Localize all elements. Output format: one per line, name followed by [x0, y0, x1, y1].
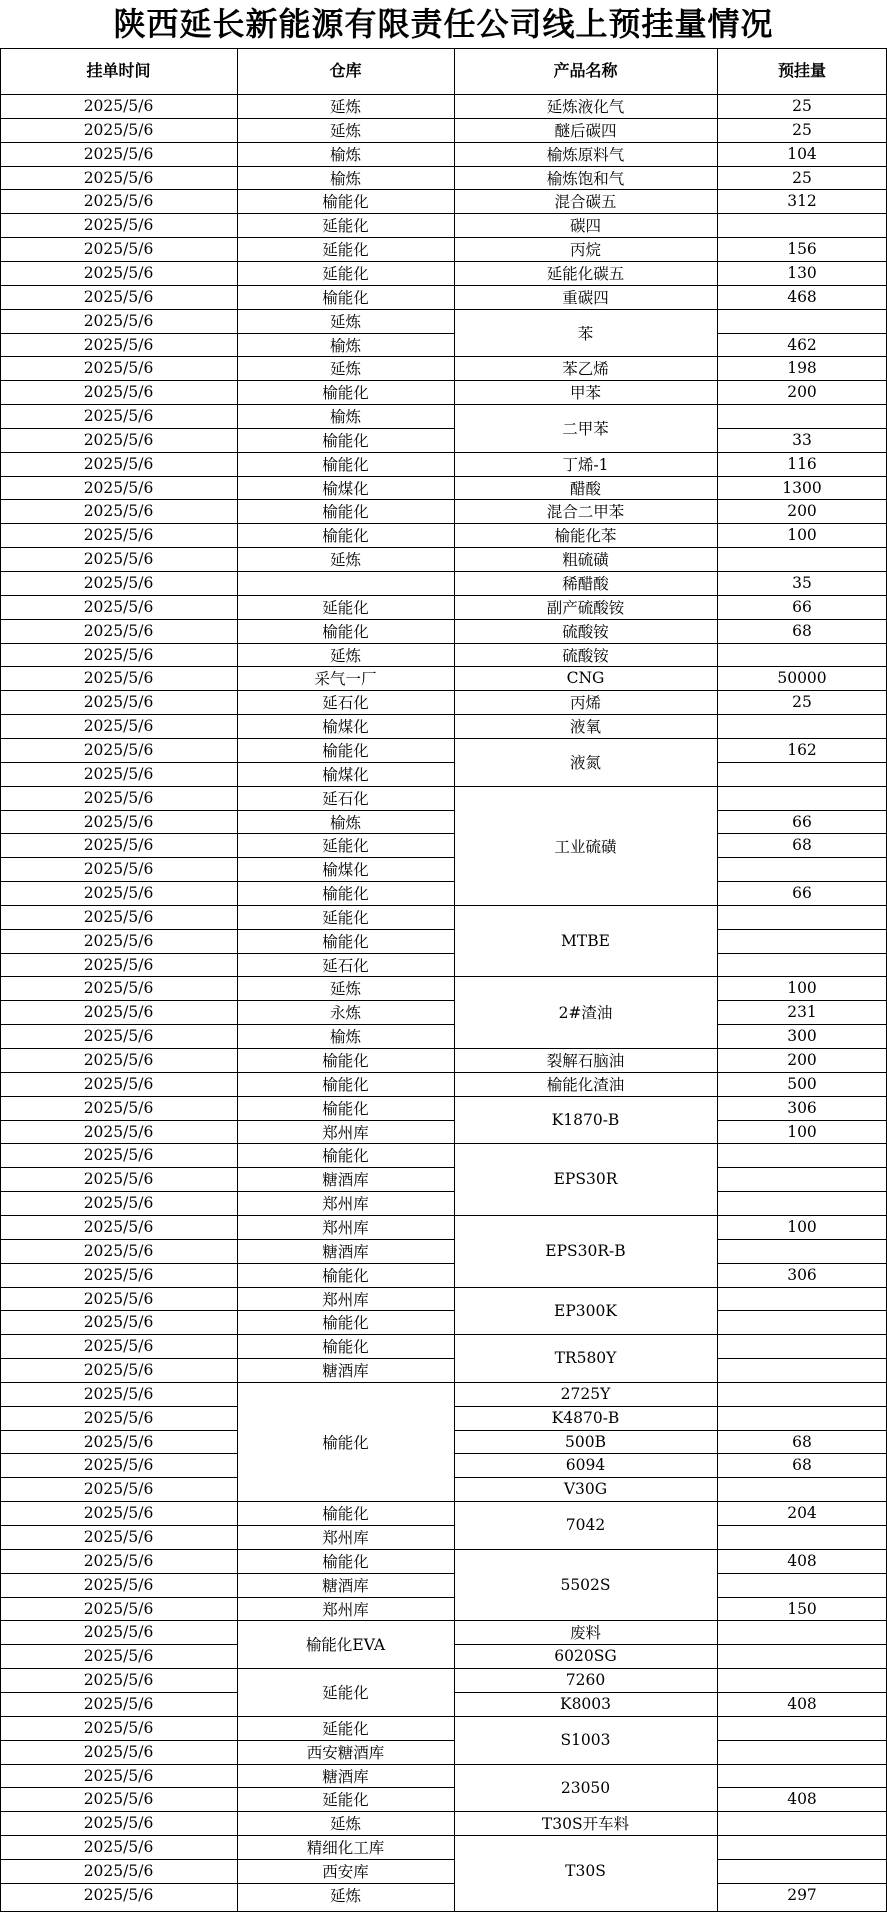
cell-date: 2025/5/6: [83, 1671, 154, 1689]
cell-warehouse: 榆炼: [329, 169, 361, 188]
cell-quantity: 306: [787, 1266, 817, 1284]
cell-quantity: [717, 1764, 887, 1787]
cell-warehouse: 榆能化: [322, 1052, 369, 1070]
cell-date: 2025/5/6: [83, 1599, 154, 1618]
cell-product: 粗硫磺: [562, 551, 609, 569]
cell-warehouse: 延炼: [329, 1887, 361, 1905]
cell-warehouse: 榆能化: [322, 193, 369, 211]
cell-quantity: 100: [787, 1218, 817, 1236]
cell-product: 7042: [565, 1516, 606, 1534]
cell-product: 2725Y: [560, 1385, 611, 1403]
cell-quantity: 66: [792, 884, 812, 902]
cell-quantity: 33: [792, 431, 812, 449]
cell-warehouse: 延炼: [329, 646, 361, 665]
cell-warehouse: 糖酒库: [322, 1767, 369, 1786]
column-header-date[interactable]: 挂单时间: [86, 61, 151, 80]
cell-date: 2025/5/6: [83, 812, 154, 831]
cell-quantity: 408: [787, 1695, 817, 1713]
cell-date: 2025/5/6: [83, 1456, 154, 1474]
cell-warehouse: 延炼: [329, 98, 361, 116]
cell-date: 2025/5/6: [83, 693, 154, 711]
cell-product: S1003: [560, 1731, 611, 1749]
cell-date: 2025/5/6: [83, 1003, 154, 1021]
cell-warehouse: 郑州库: [322, 1195, 369, 1213]
cell-product: 二甲苯: [562, 420, 609, 438]
cell-date: 2025/5/6: [83, 1576, 154, 1594]
cell-warehouse: 糖酒库: [322, 1243, 369, 1261]
cell-date: 2025/5/6: [83, 1218, 154, 1236]
cell-date: 2025/5/6: [83, 1480, 154, 1498]
cell-warehouse: 榆煤化: [322, 861, 369, 879]
cell-quantity: 25: [792, 693, 812, 711]
cell-date: 2025/5/6: [83, 240, 154, 258]
cell-product: T30S开车料: [541, 1815, 630, 1833]
cell-quantity: 66: [792, 812, 812, 831]
cell-quantity: [717, 643, 887, 666]
cell-quantity: 297: [787, 1886, 817, 1904]
cell-date: 2025/5/6: [83, 1289, 154, 1308]
cell-product: 丁烯-1: [562, 456, 609, 474]
cell-warehouse: 郑州库: [322, 1529, 369, 1547]
cell-date: 2025/5/6: [83, 1122, 154, 1141]
cell-quantity: [717, 1382, 887, 1406]
cell-warehouse: 榆能化: [322, 1505, 369, 1523]
cell-date: 2025/5/6: [83, 407, 154, 425]
cell-date: 2025/5/6: [83, 1743, 154, 1761]
cell-warehouse: 延石化: [322, 790, 369, 808]
cell-date: 2025/5/6: [83, 335, 154, 354]
cell-warehouse: 榆炼: [329, 336, 361, 355]
cell-warehouse: 榆煤化: [322, 718, 369, 736]
cell-product: 裂解石脑油: [546, 1052, 625, 1070]
cell-product: 重碳四: [562, 289, 609, 307]
cell-date: 2025/5/6: [83, 1623, 154, 1641]
cell-quantity: [717, 1287, 887, 1310]
cell-product: 5502S: [560, 1575, 611, 1594]
cell-date: 2025/5/6: [83, 121, 154, 139]
cell-quantity: [717, 547, 887, 571]
cell-product: V30G: [563, 1480, 608, 1498]
cell-warehouse: 榆能化: [322, 1338, 369, 1356]
cell-quantity: 200: [787, 502, 817, 520]
cell-warehouse: 榆能化: [322, 1076, 369, 1094]
cell-product: 苯: [577, 324, 594, 343]
cell-quantity: [717, 1620, 887, 1644]
cell-date: 2025/5/6: [83, 1886, 154, 1904]
cell-product: 硫酸铵: [562, 623, 609, 641]
cell-warehouse: 榆炼: [329, 813, 361, 832]
cell-quantity: 50000: [777, 669, 827, 687]
cell-date: 2025/5/6: [83, 932, 154, 950]
cell-quantity: 408: [787, 1552, 817, 1570]
cell-product: 丙烯: [569, 694, 601, 712]
cell-quantity: 25: [792, 121, 812, 139]
cell-quantity: 25: [792, 97, 812, 115]
cell-warehouse: 榆能化: [322, 1553, 369, 1571]
cell-product: K4870-B: [551, 1409, 620, 1427]
cell-product: 甲苯: [569, 384, 601, 402]
cell-product: 榆炼饱和气: [546, 169, 625, 188]
cell-warehouse: 糖酒库: [322, 1577, 369, 1595]
cell-date: 2025/5/6: [83, 1313, 154, 1331]
cell-warehouse: 延炼: [329, 122, 361, 140]
cell-warehouse: 榆炼: [329, 408, 361, 426]
cell-warehouse: 糖酒库: [322, 1171, 369, 1189]
page-title: 陕西延长新能源有限责任公司线上预挂量情况: [113, 5, 774, 43]
cell-quantity: 100: [787, 526, 817, 544]
cell-date: 2025/5/6: [83, 1814, 154, 1832]
cell-quantity: 116: [787, 455, 817, 473]
cell-quantity: 130: [787, 264, 817, 282]
cell-date: 2025/5/6: [83, 645, 154, 664]
cell-warehouse: 榆能化: [322, 1267, 369, 1285]
cell-product: 硫酸铵: [562, 646, 609, 665]
cell-warehouse: 榆炼: [329, 146, 361, 164]
cell-quantity: 408: [787, 1790, 817, 1808]
cell-date: 2025/5/6: [83, 1146, 154, 1164]
cell-product: MTBE: [561, 931, 610, 950]
cell-product: 混合二甲苯: [546, 503, 625, 521]
cell-date: 2025/5/6: [83, 1504, 154, 1522]
cell-quantity: [717, 1143, 887, 1167]
cell-date: 2025/5/6: [83, 478, 154, 497]
cell-product: 液氧: [569, 718, 601, 736]
cell-warehouse: 西安库: [322, 1863, 369, 1881]
cell-date: 2025/5/6: [83, 622, 154, 640]
cell-product: 丙烷: [569, 241, 601, 259]
cell-date: 2025/5/6: [83, 1695, 154, 1713]
cell-quantity: [717, 1239, 887, 1263]
cell-quantity: [717, 714, 887, 738]
cell-date: 2025/5/6: [83, 145, 154, 163]
cell-warehouse: 榆能化: [322, 1147, 369, 1165]
cell-date: 2025/5/6: [83, 1051, 154, 1069]
cell-warehouse: 延炼: [329, 360, 361, 378]
cell-quantity: 100: [787, 979, 817, 997]
cell-quantity: [717, 1740, 887, 1764]
cell-date: 2025/5/6: [83, 574, 154, 592]
cell-quantity: 162: [787, 741, 817, 759]
cell-date: 2025/5/6: [83, 97, 154, 115]
cell-warehouse: 郑州库: [322, 1600, 369, 1619]
cell-quantity: [717, 1835, 887, 1859]
cell-quantity: 68: [792, 1432, 812, 1451]
cell-quantity: [717, 929, 887, 953]
cell-product: 23050: [560, 1778, 611, 1797]
cell-warehouse: 延能化: [322, 837, 369, 855]
cell-quantity: [717, 1716, 887, 1740]
cell-quantity: 300: [787, 1027, 817, 1045]
cell-warehouse: 榆能化: [322, 1314, 369, 1332]
cell-date: 2025/5/6: [83, 1790, 154, 1808]
cell-date: 2025/5/6: [83, 526, 154, 544]
cell-product: 榆炼原料气: [546, 146, 625, 164]
cell-warehouse: 延能化: [322, 217, 369, 235]
cell-warehouse: 榆能化: [322, 527, 369, 545]
cell-date: 2025/5/6: [83, 717, 154, 735]
cell-warehouse: 榆能化: [322, 885, 369, 903]
cell-date: 2025/5/6: [83, 1099, 154, 1117]
cell-product: 6020SG: [554, 1647, 617, 1665]
cell-date: 2025/5/6: [83, 860, 154, 878]
cell-product: 废料: [569, 1624, 601, 1642]
cell-quantity: [717, 1573, 887, 1597]
cell-date: 2025/5/6: [83, 264, 154, 282]
cell-date: 2025/5/6: [83, 598, 154, 616]
cell-quantity: [717, 1310, 887, 1334]
cell-date: 2025/5/6: [83, 1194, 154, 1212]
cell-warehouse: 糖酒库: [322, 1362, 369, 1380]
cell-warehouse: 延能化: [322, 265, 369, 283]
cell-warehouse: 延炼: [329, 1815, 361, 1833]
cell-product: EP300K: [554, 1301, 617, 1320]
cell-warehouse: 延炼: [329, 313, 361, 331]
cell-date: 2025/5/6: [83, 1409, 154, 1427]
cell-quantity: [717, 857, 887, 881]
cell-quantity: 198: [787, 359, 817, 377]
cell-date: 2025/5/6: [83, 884, 154, 902]
cell-product: 延炼液化气: [546, 98, 625, 116]
cell-quantity: [717, 309, 887, 333]
cell-date: 2025/5/6: [83, 1838, 154, 1856]
cell-quantity: [717, 1859, 887, 1883]
cell-date: 2025/5/6: [83, 765, 154, 783]
cell-date: 2025/5/6: [83, 192, 154, 210]
cell-date: 2025/5/6: [83, 1647, 154, 1665]
cell-quantity: [717, 762, 887, 786]
cell-quantity: [717, 1358, 887, 1382]
cell-product: 副产硫酸铵: [546, 599, 625, 617]
cell-product: EPS30R-B: [545, 1242, 626, 1260]
cell-quantity: 66: [792, 598, 812, 616]
cell-quantity: 68: [792, 836, 812, 854]
cell-warehouse: 郑州库: [322, 1219, 369, 1237]
cell-quantity: 462: [787, 335, 817, 354]
cell-quantity: 468: [787, 288, 817, 306]
cell-date: 2025/5/6: [83, 502, 154, 520]
cell-quantity: [717, 1525, 887, 1549]
cell-warehouse: 延石化: [322, 956, 369, 975]
cell-product: 醚后碳四: [554, 122, 617, 140]
cell-quantity: 200: [787, 1051, 817, 1069]
cell-warehouse: 延能化: [322, 1684, 369, 1702]
cell-warehouse: 西安糖酒库: [306, 1744, 385, 1762]
column-header-quantity[interactable]: 预挂量: [777, 61, 826, 80]
cell-quantity: [717, 1334, 887, 1358]
cell-quantity: 312: [787, 192, 817, 210]
cell-date: 2025/5/6: [83, 383, 154, 401]
cell-warehouse: 榆能化: [322, 933, 369, 951]
cell-quantity: 150: [787, 1599, 817, 1618]
cell-date: 2025/5/6: [83, 1552, 154, 1570]
cell-warehouse: 榆能化: [322, 384, 369, 402]
cell-product: 榆能化苯: [554, 527, 617, 545]
cell-warehouse: 榆煤化: [322, 766, 369, 784]
cell-quantity: 68: [792, 622, 812, 640]
grid-line: [0, 48, 887, 49]
cell-warehouse: 郑州库: [322, 1290, 369, 1309]
cell-product: 液氮: [569, 754, 601, 772]
cell-warehouse: 榆能化: [322, 623, 369, 641]
cell-warehouse: 榆煤化: [322, 479, 369, 498]
cell-quantity: 231: [787, 1003, 817, 1021]
cell-quantity: 204: [787, 1504, 817, 1522]
cell-product: 榆能化渣油: [546, 1076, 625, 1094]
cell-product: 苯乙烯: [562, 360, 609, 378]
cell-quantity: [717, 404, 887, 428]
cell-date: 2025/5/6: [83, 908, 154, 926]
cell-date: 2025/5/6: [83, 669, 154, 687]
cell-product: 混合碳五: [554, 193, 617, 211]
cell-quantity: [717, 1668, 887, 1692]
cell-date: 2025/5/6: [83, 789, 154, 807]
cell-date: 2025/5/6: [83, 1432, 154, 1451]
cell-warehouse: 榆能化: [322, 503, 369, 521]
cell-warehouse: 榆能化: [322, 432, 369, 450]
cell-quantity: [717, 1406, 887, 1430]
cell-warehouse: 永炼: [329, 1004, 361, 1022]
cell-warehouse: [237, 571, 454, 595]
cell-date: 2025/5/6: [83, 455, 154, 473]
cell-quantity: 156: [787, 240, 817, 258]
cell-date: 2025/5/6: [83, 1361, 154, 1379]
cell-warehouse: 榆炼: [329, 1028, 361, 1046]
column-header-product[interactable]: 产品名称: [553, 61, 618, 80]
cell-date: 2025/5/6: [83, 216, 154, 234]
cell-product: 500B: [565, 1432, 606, 1451]
cell-date: 2025/5/6: [83, 1766, 154, 1785]
cell-date: 2025/5/6: [83, 1027, 154, 1045]
cell-warehouse: 延能化: [322, 909, 369, 927]
cell-quantity: [717, 1644, 887, 1668]
cell-quantity: 500: [787, 1075, 817, 1093]
cell-quantity: [717, 953, 887, 976]
cell-quantity: 68: [792, 1456, 812, 1474]
cell-date: 2025/5/6: [83, 1528, 154, 1546]
cell-quantity: 1300: [782, 478, 822, 497]
cell-warehouse: 延能化: [322, 1720, 369, 1738]
cell-date: 2025/5/6: [83, 1337, 154, 1355]
cell-product: 2#渣油: [558, 1004, 613, 1022]
cell-warehouse: 榆能化: [322, 289, 369, 307]
cell-warehouse: 榆能化: [322, 742, 369, 760]
cell-warehouse: 榆能化: [322, 1433, 369, 1452]
cell-date: 2025/5/6: [83, 955, 154, 974]
cell-product: 延能化碳五: [546, 265, 625, 283]
cell-date: 2025/5/6: [83, 1075, 154, 1093]
column-header-warehouse[interactable]: 仓库: [329, 61, 362, 80]
cell-date: 2025/5/6: [83, 431, 154, 449]
cell-quantity: [717, 786, 887, 810]
cell-warehouse: 延能化: [322, 241, 369, 259]
cell-quantity: 104: [787, 145, 817, 163]
cell-date: 2025/5/6: [83, 550, 154, 568]
cell-quantity: [717, 1477, 887, 1501]
cell-product: TR580Y: [554, 1349, 617, 1367]
cell-date: 2025/5/6: [83, 1170, 154, 1188]
cell-quantity: [717, 213, 887, 237]
cell-date: 2025/5/6: [83, 1862, 154, 1880]
cell-product: 6094: [565, 1456, 606, 1474]
cell-quantity: 200: [787, 383, 817, 401]
cell-product: 醋酸: [569, 479, 601, 498]
cell-product: EPS30R: [553, 1170, 618, 1188]
cell-date: 2025/5/6: [83, 359, 154, 377]
cell-date: 2025/5/6: [83, 168, 154, 187]
cell-warehouse: 郑州库: [322, 1123, 369, 1142]
cell-product: K1870-B: [551, 1110, 620, 1129]
cell-quantity: [717, 1811, 887, 1835]
cell-quantity: [717, 1167, 887, 1191]
cell-warehouse: 延炼: [329, 980, 361, 998]
cell-quantity: 306: [787, 1099, 817, 1117]
cell-date: 2025/5/6: [83, 741, 154, 759]
cell-product: T30S: [565, 1862, 606, 1880]
cell-product: 碳四: [569, 217, 601, 235]
cell-quantity: [717, 1191, 887, 1215]
cell-product: 稀醋酸: [562, 575, 609, 593]
cell-product: CNG: [566, 669, 605, 687]
cell-product: 7260: [565, 1671, 606, 1689]
cell-warehouse: 延炼: [329, 551, 361, 569]
cell-warehouse: 延石化: [322, 694, 369, 712]
cell-quantity: [717, 905, 887, 929]
cell-warehouse: 精细化工库: [306, 1839, 385, 1857]
cell-warehouse: 榆能化EVA: [305, 1636, 386, 1654]
cell-date: 2025/5/6: [83, 312, 154, 330]
cell-date: 2025/5/6: [83, 1266, 154, 1284]
cell-warehouse: 榆能化: [322, 456, 369, 474]
cell-warehouse: 延能化: [322, 1791, 369, 1809]
cell-product: K8003: [559, 1695, 612, 1713]
cell-warehouse: 延能化: [322, 599, 369, 617]
cell-warehouse: 采气一厂: [314, 670, 377, 688]
cell-date: 2025/5/6: [83, 836, 154, 854]
cell-date: 2025/5/6: [83, 1242, 154, 1260]
cell-date: 2025/5/6: [83, 979, 154, 997]
cell-quantity: 25: [792, 168, 812, 187]
cell-warehouse: 榆能化: [322, 1100, 369, 1118]
cell-product: 工业硫磺: [554, 837, 617, 856]
cell-date: 2025/5/6: [83, 1385, 154, 1403]
cell-quantity: 100: [787, 1122, 817, 1141]
cell-date: 2025/5/6: [83, 1719, 154, 1737]
cell-quantity: 35: [792, 574, 812, 592]
cell-date: 2025/5/6: [83, 288, 154, 306]
